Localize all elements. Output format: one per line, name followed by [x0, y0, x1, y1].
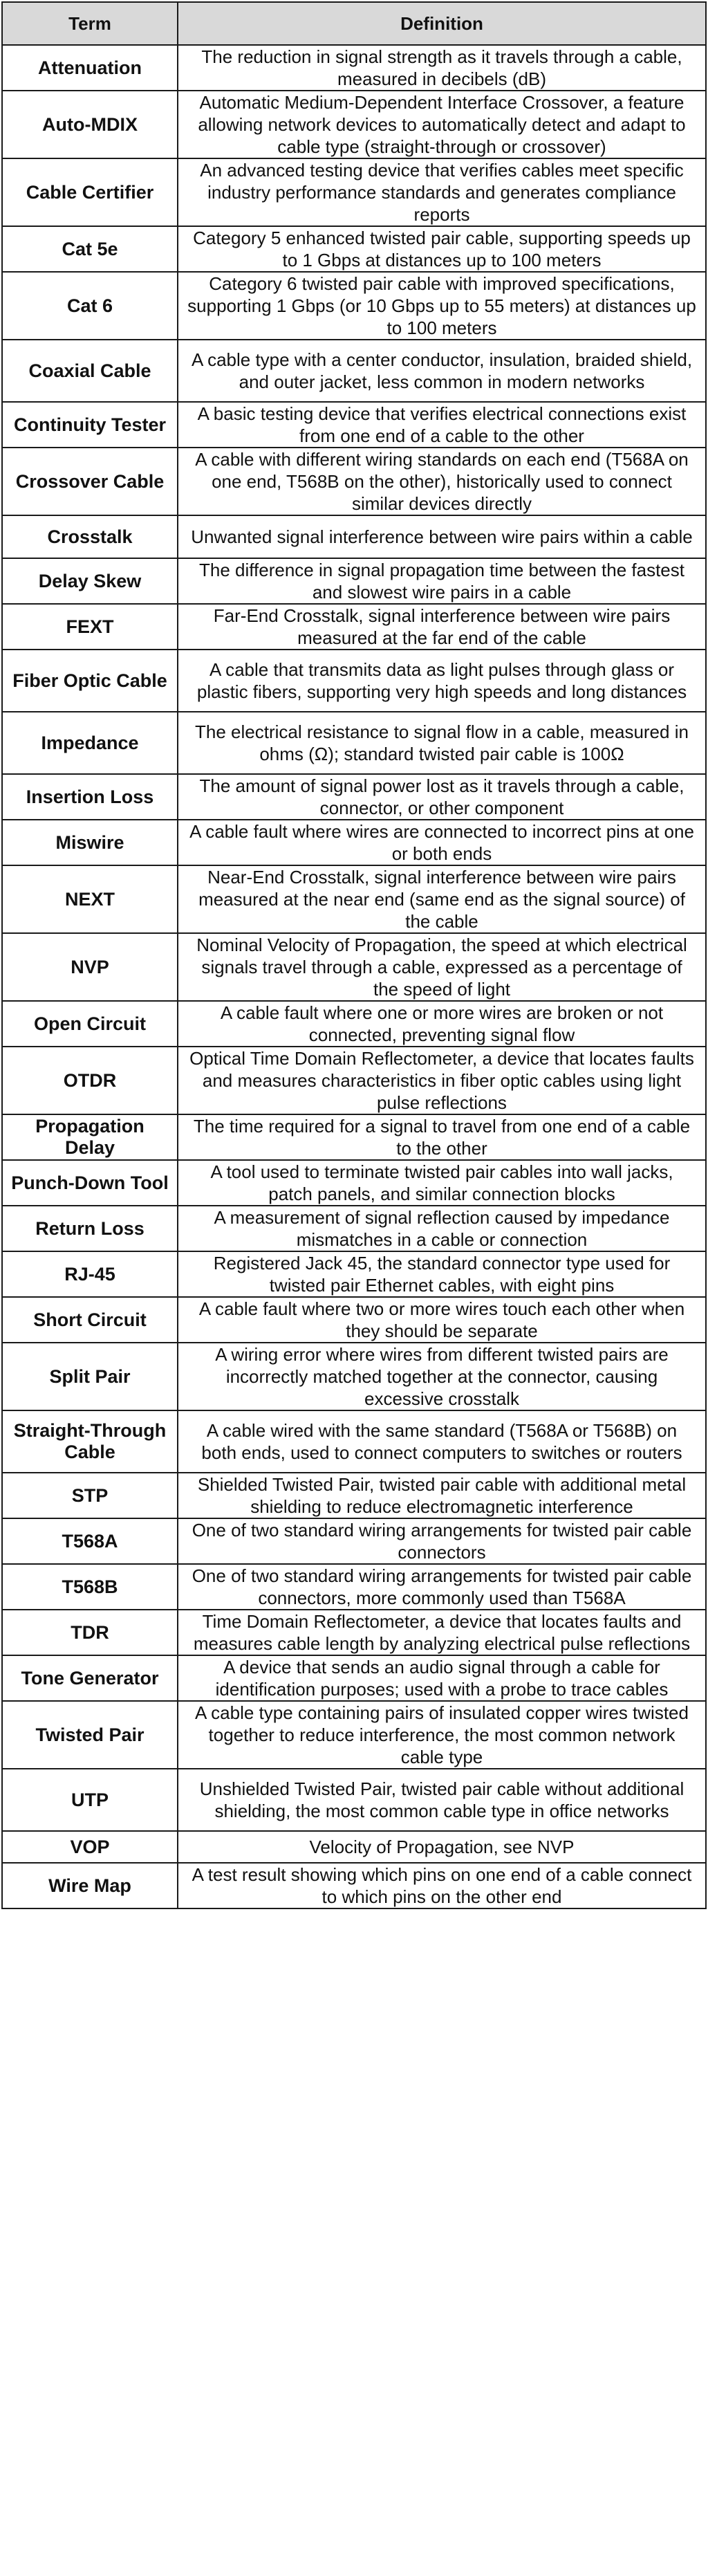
table-body [2, 45, 706, 1908]
definition-cell: A cable that transmits data as light pulses through glass or plastic fibers, supporting very high speeds and long distances [178, 650, 706, 712]
table-row [2, 1410, 706, 1473]
table-row [2, 402, 706, 448]
glossary-table [1, 1, 707, 1909]
definition-cell: Far-End Crosstalk, signal interference between wire pairs measured at the far end of the cable [178, 604, 706, 650]
definition-cell: A basic testing device that verifies electrical connections exist from one end of a cable to the other [178, 402, 706, 448]
term-cell: T568A [2, 1518, 178, 1564]
term-cell: Fiber Optic Cable [2, 650, 178, 712]
definition-cell: An advanced testing device that verifies cables meet specific industry performance standards and generates compliance reports [178, 158, 706, 226]
term-cell: T568B [2, 1564, 178, 1610]
term-cell: Cable Certifier [2, 158, 178, 226]
definition-cell: Shielded Twisted Pair, twisted pair cable with additional metal shielding to reduce electromagnetic interference [178, 1473, 706, 1518]
term-cell: Impedance [2, 712, 178, 774]
table-row [2, 1655, 706, 1701]
term-cell: Crosstalk [2, 515, 178, 558]
definition-cell: A wiring error where wires from different twisted pairs are incorrectly matched together at the connector, causing excessive crosstalk [178, 1343, 706, 1410]
term-cell: TDR [2, 1610, 178, 1655]
table-row [2, 1518, 706, 1564]
term-cell: Insertion Loss [2, 774, 178, 820]
definition-cell: Category 6 twisted pair cable with improved specifications, supporting 1 Gbps (or 10 Gbps up to 55 meters) at distances up to 100 meters [178, 272, 706, 340]
term-cell: STP [2, 1473, 178, 1518]
table-row [2, 650, 706, 712]
term-cell: Continuity Tester [2, 402, 178, 448]
term-cell: OTDR [2, 1047, 178, 1114]
term-cell: Straight-Through Cable [2, 1410, 178, 1473]
definition-cell: The electrical resistance to signal flow in a cable, measured in ohms (Ω); standard twisted pair cable is 100Ω [178, 712, 706, 774]
term-cell: FEXT [2, 604, 178, 650]
definition-cell: A measurement of signal reflection caused by impedance mismatches in a cable or connection [178, 1206, 706, 1251]
definition-cell: A cable with different wiring standards on each end (T568A on one end, T568B on the other), historically used to connect similar devices directly [178, 448, 706, 515]
table-row [2, 340, 706, 402]
table-row [2, 558, 706, 604]
definition-cell: A tool used to terminate twisted pair cables into wall jacks, patch panels, and similar connection blocks [178, 1160, 706, 1206]
definition-cell: Nominal Velocity of Propagation, the speed at which electrical signals travel through a cable, expressed as a percentage of the speed of light [178, 933, 706, 1001]
term-cell: Punch-Down Tool [2, 1160, 178, 1206]
definition-cell: One of two standard wiring arrangements for twisted pair cable connectors [178, 1518, 706, 1564]
definition-cell: Unwanted signal interference between wire pairs within a cable [178, 515, 706, 558]
table-row [2, 1769, 706, 1831]
term-cell: Propagation Delay [2, 1114, 178, 1160]
table-row [2, 933, 706, 1001]
definition-cell: A cable wired with the same standard (T568A or T568B) on both ends, used to connect computers to switches or routers [178, 1410, 706, 1473]
table-row [2, 1206, 706, 1251]
term-cell: Miswire [2, 820, 178, 865]
term-cell: Short Circuit [2, 1297, 178, 1343]
table-row [2, 1114, 706, 1160]
term-cell: Wire Map [2, 1863, 178, 1908]
table-row [2, 1701, 706, 1769]
table-row [2, 865, 706, 933]
term-cell: VOP [2, 1831, 178, 1863]
table-row [2, 1047, 706, 1114]
term-cell: Cat 5e [2, 226, 178, 272]
table-row [2, 1251, 706, 1297]
definition-cell: Category 5 enhanced twisted pair cable, supporting speeds up to 1 Gbps at distances up to 100 meters [178, 226, 706, 272]
table-row [2, 774, 706, 820]
table-row [2, 1343, 706, 1410]
term-cell: NEXT [2, 865, 178, 933]
definition-cell: Optical Time Domain Reflectometer, a device that locates faults and measures characteristics in fiber optic cables using light pulse reflections [178, 1047, 706, 1114]
definition-cell: Time Domain Reflectometer, a device that locates faults and measures cable length by analyzing electrical pulse reflections [178, 1610, 706, 1655]
definition-cell: A cable type containing pairs of insulated copper wires twisted together to reduce interference, the most common network cable type [178, 1701, 706, 1769]
table-row [2, 1863, 706, 1908]
definition-cell: A cable fault where one or more wires are broken or not connected, preventing signal flow [178, 1001, 706, 1047]
term-cell: RJ-45 [2, 1251, 178, 1297]
definition-cell: The amount of signal power lost as it travels through a cable, connector, or other component [178, 774, 706, 820]
table-row [2, 1831, 706, 1863]
table-row [2, 272, 706, 340]
table-row [2, 91, 706, 158]
term-column-header: Term [2, 2, 178, 45]
term-cell: Delay Skew [2, 558, 178, 604]
term-cell: UTP [2, 1769, 178, 1831]
term-cell: Return Loss [2, 1206, 178, 1251]
term-cell: Open Circuit [2, 1001, 178, 1047]
definition-cell: A test result showing which pins on one end of a cable connect to which pins on the other end [178, 1863, 706, 1908]
definition-cell: A device that sends an audio signal through a cable for identification purposes; used with a probe to trace cables [178, 1655, 706, 1701]
table-row [2, 515, 706, 558]
table-row [2, 712, 706, 774]
term-cell: Cat 6 [2, 272, 178, 340]
table-row [2, 448, 706, 515]
table-row [2, 1160, 706, 1206]
definition-cell: Automatic Medium-Dependent Interface Crossover, a feature allowing network devices to automatically detect and adapt to cable type (straight-through or crossover) [178, 91, 706, 158]
table-row [2, 1610, 706, 1655]
table-row [2, 45, 706, 91]
definition-cell: A cable type with a center conductor, insulation, braided shield, and outer jacket, less common in modern networks [178, 340, 706, 402]
table-row [2, 1564, 706, 1610]
table-row [2, 1297, 706, 1343]
term-cell: Twisted Pair [2, 1701, 178, 1769]
definition-cell: Registered Jack 45, the standard connector type used for twisted pair Ethernet cables, with eight pins [178, 1251, 706, 1297]
term-cell: Coaxial Cable [2, 340, 178, 402]
table-row [2, 820, 706, 865]
definition-cell: One of two standard wiring arrangements for twisted pair cable connectors, more commonly used than T568A [178, 1564, 706, 1610]
term-cell: Split Pair [2, 1343, 178, 1410]
table-row [2, 604, 706, 650]
table-header [2, 2, 706, 45]
definition-cell: The time required for a signal to travel from one end of a cable to the other [178, 1114, 706, 1160]
table-row [2, 158, 706, 226]
definition-cell: The difference in signal propagation time between the fastest and slowest wire pairs in a cable [178, 558, 706, 604]
definition-cell: A cable fault where two or more wires touch each other when they should be separate [178, 1297, 706, 1343]
term-cell: Auto-MDIX [2, 91, 178, 158]
table-row [2, 226, 706, 272]
term-cell: Tone Generator [2, 1655, 178, 1701]
definition-cell: The reduction in signal strength as it travels through a cable, measured in decibels (dB) [178, 45, 706, 91]
header-row [2, 2, 706, 45]
table-row [2, 1001, 706, 1047]
term-cell: Attenuation [2, 45, 178, 91]
definition-cell: Near-End Crosstalk, signal interference between wire pairs measured at the near end (same end as the signal source) of the cable [178, 865, 706, 933]
definition-column-header: Definition [178, 2, 706, 45]
definition-cell: A cable fault where wires are connected to incorrect pins at one or both ends [178, 820, 706, 865]
term-cell: Crossover Cable [2, 448, 178, 515]
table-row [2, 1473, 706, 1518]
definition-cell: Velocity of Propagation, see NVP [178, 1831, 706, 1863]
term-cell: NVP [2, 933, 178, 1001]
definition-cell: Unshielded Twisted Pair, twisted pair cable without additional shielding, the most common cable type in office networks [178, 1769, 706, 1831]
